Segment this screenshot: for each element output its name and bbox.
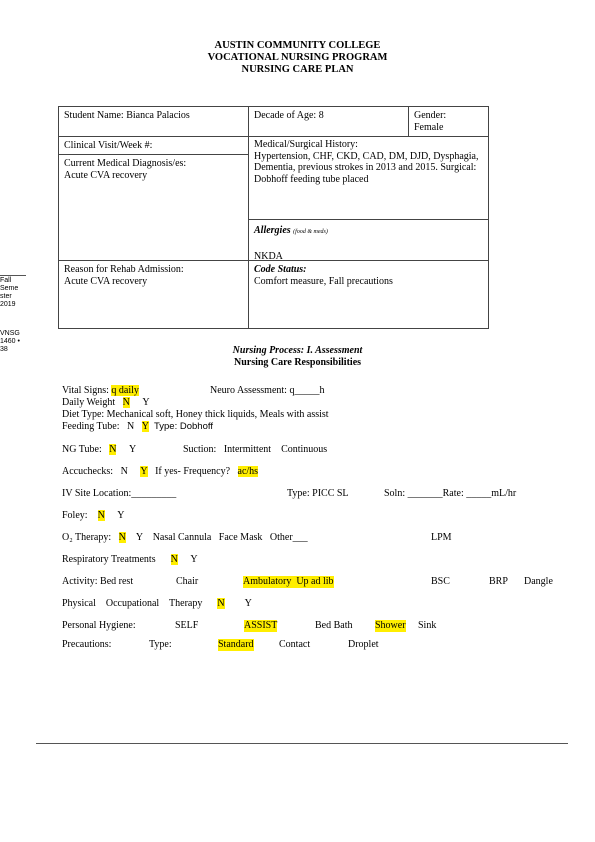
allergies-note: (food & meds) — [293, 229, 328, 235]
gender-value: Female — [414, 121, 444, 133]
foley-row: Foley: N Y — [62, 510, 125, 521]
rehab-label: Reason for Rehab Admission: — [64, 264, 184, 275]
student-name-cell — [59, 107, 249, 137]
neuro-assessment: Neuro Assessment: q_____h — [210, 385, 325, 396]
diagnosis-value: Acute CVA recovery — [64, 169, 148, 181]
hygiene-self: SELF — [175, 620, 199, 631]
hygiene-assist: ASSIST — [244, 620, 278, 631]
o2-lpm: LPM — [431, 532, 452, 543]
iv-solution-rate: Soln: _______Rate: _____mL/hr — [384, 488, 517, 499]
hygiene-shower: Shower — [375, 620, 406, 631]
feeding-tube-row: Feeding Tube: N Y Type: Dobhoff — [62, 421, 213, 432]
hygiene-label: Personal Hygiene: — [62, 620, 136, 631]
section-subtitle: Nursing Care Responsibilities — [233, 357, 362, 368]
bottom-divider — [36, 743, 568, 744]
hygiene-sink: Sink — [418, 620, 437, 631]
iv-site-location: IV Site Location:_________ — [62, 488, 177, 499]
document-title: NURSING CARE PLAN — [241, 64, 354, 75]
program-title: VOCATIONAL NURSING PROGRAM — [207, 52, 388, 63]
decade-cell — [249, 107, 409, 137]
o2-therapy-row: O₂ Therapy: N Y Nasal Cannula Face Mask Other___ — [62, 532, 308, 543]
code-status-label: Code Status: — [254, 264, 307, 275]
sidebar-text-1: Fall Seme ster 2019 — [0, 277, 19, 308]
accuchecks-frequency: ac/hs — [237, 466, 259, 477]
accuchecks-yes: Y — [140, 466, 148, 477]
diagnosis-label: Current Medical Diagnosis/es: — [64, 158, 187, 169]
vital-signs-row: Vital Signs: q daily — [62, 385, 139, 396]
daily-weight-row: Daily Weight N Y — [62, 397, 150, 408]
therapy-no: N — [217, 598, 225, 609]
clinical-visit: Clinical Visit/Week #: — [59, 137, 248, 155]
respiratory-no: N — [170, 554, 178, 565]
foley-no: N — [97, 510, 105, 521]
history-allergies-cell — [249, 137, 489, 261]
daily-weight-no: N — [122, 397, 130, 408]
activity-label: Activity: Bed rest — [62, 576, 134, 587]
student-name: Student Name: Bianca Palacios — [64, 110, 190, 121]
diet-type: Diet Type: Mechanical soft, Honey thick liquids, Meals with assist — [62, 409, 329, 420]
therapy-row: Physical Occupational Therapy N Y — [62, 598, 252, 609]
gender-cell — [409, 107, 489, 137]
history-block — [249, 137, 488, 220]
o2-therapy-no: N — [118, 532, 126, 543]
rehab-value: Acute CVA recovery — [64, 275, 148, 287]
activity-brp: BRP — [489, 576, 508, 587]
sidebar-rule — [0, 275, 26, 276]
college-title: AUSTIN COMMUNITY COLLEGE — [214, 40, 381, 51]
precautions-label: Precautions: — [62, 639, 112, 650]
activity-dangle: Dangle — [524, 576, 553, 587]
hygiene-bed-bath: Bed Bath — [315, 620, 353, 631]
rehab-cell — [59, 261, 249, 329]
allergies-label: Allergies — [254, 225, 291, 236]
gender-label: Gender: — [414, 110, 447, 121]
history-value: Hypertension, CHF, CKD, CAD, DM, DJD, Dysphagia, Dementia, previous strokes in 2013 and 2015. Surgical: Dobhoff feeding tube placed — [254, 150, 479, 185]
precautions-type: Type: — [149, 639, 172, 650]
accuchecks-row: Accuchecks: N Y If yes- Frequency? ac/hs — [62, 466, 259, 477]
visit-diagnosis-cell — [59, 137, 249, 261]
allergies-block — [249, 220, 488, 260]
sidebar-text-2: VNSG 1460 • 38 — [0, 330, 20, 353]
precautions-standard: Standard — [218, 639, 254, 650]
activity-chair: Chair — [176, 576, 199, 587]
iv-type: Type: PICC SL — [287, 488, 349, 499]
ng-tube-row: NG Tube: N Y — [62, 444, 137, 455]
feeding-tube-type: Type: Dobhoff — [153, 421, 213, 432]
code-status-cell — [249, 261, 489, 329]
section-title: Nursing Process: I. Assessment — [232, 345, 363, 356]
patient-info-table — [58, 106, 489, 329]
precautions-contact: Contact — [279, 639, 311, 650]
ng-tube-no: N — [109, 444, 117, 455]
allergies-value: NKDA — [254, 250, 283, 262]
vital-signs-value: q daily — [111, 385, 139, 396]
precautions-droplet: Droplet — [348, 639, 379, 650]
history-label: Medical/Surgical History: — [254, 139, 358, 150]
suction-row: Suction: Intermittent Continuous — [183, 444, 328, 455]
diagnosis-block — [59, 155, 248, 184]
decade-of-age: Decade of Age: 8 — [254, 110, 324, 121]
code-status-value: Comfort measure, Fall precautions — [254, 275, 393, 287]
respiratory-row: Respiratory Treatments N Y — [62, 554, 198, 565]
feeding-tube-yes: Y — [141, 421, 149, 432]
activity-ambulatory: Ambulatory Up ad lib — [243, 576, 334, 587]
activity-bsc: BSC — [431, 576, 450, 587]
